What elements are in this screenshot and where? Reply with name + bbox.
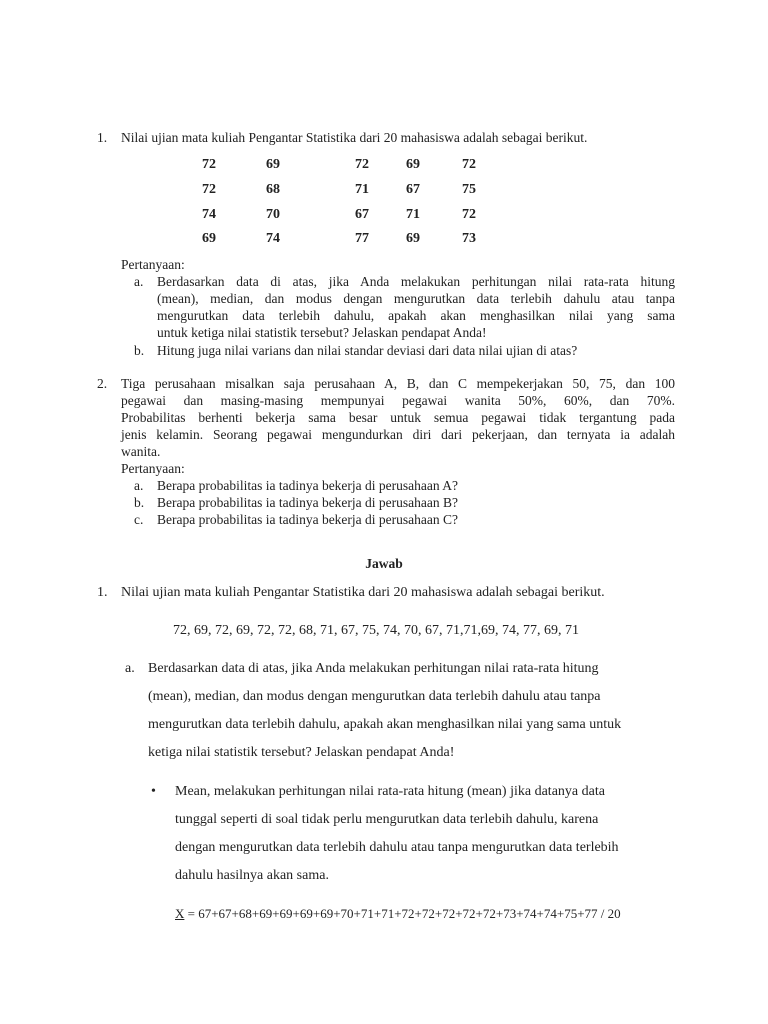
table-cell: 74 [202,207,216,222]
q1-text: Nilai ujian mata kuliah Pengantar Statistika dari 20 mahasiswa adalah sebagai berikut. [121,130,588,145]
q2-c-marker: c. [134,512,144,527]
jawab-1-text: Nilai ujian mata kuliah Pengantar Statistika dari 20 mahasiswa adalah sebagai berikut. [121,585,605,600]
text-line: jenis kelamin. Seorang pegawai mengundurkan diri dari pekerjaan, dan ternyata ia adalah [121,427,675,442]
q2-a-text: Berapa probabilitas ia tadinya bekerja di perusahaan A? [157,478,459,493]
q1-b-text: Hitung juga nilai varians dan nilai standar deviasi dari data nilai ujian di atas? [157,343,578,358]
text-line: Mean, melakukan perhitungan nilai rata-rata hitung (mean) jika datanya data [175,784,605,799]
table-cell: 73 [462,231,476,246]
table-cell: 69 [406,231,420,246]
text-line: untuk ketiga nilai statistik tersebut? Jelaskan pendapat Anda! [157,325,487,340]
text-line: ketiga nilai statistik tersebut? Jelaskan pendapat Anda! [148,745,455,760]
table-cell: 72 [462,157,476,172]
text-line: Probabilitas berhenti bekerja sama besar untuk semua pegawai tidak tergantung pada [121,410,675,425]
mean-symbol: X [175,906,185,921]
text-line: pegawai dan masing-masing mempunyai pegawai wanita 50%, 60%, dan 70%. [121,393,675,408]
table-cell: 72 [202,182,216,197]
q2-a-marker: a. [134,478,144,493]
mean-formula [175,905,621,922]
table-cell: 69 [202,231,216,246]
text-line: mengurutkan data terlebih dahulu, apakah akan menghasilkan nilai yang sama [157,308,675,323]
q2-b-marker: b. [134,495,145,510]
table-cell: 72 [202,157,216,172]
table-cell: 69 [406,157,420,172]
jawab-a-text [148,660,673,761]
text-line: (mean), median, dan modus dengan mengurutkan data terlebih dahulu atau tanpa [148,689,601,704]
text-line: (mean), median, dan modus dengan mengurutkan data terlebih dahulu atau tanpa [157,291,675,306]
q1-number: 1. [97,130,108,145]
q2-text [121,375,675,460]
table-cell: 71 [406,207,420,222]
jawab-a-marker: a. [125,661,135,676]
jawab-mean-text [175,783,675,884]
table-cell: 68 [266,182,280,197]
jawab-title: Jawab [365,556,403,571]
q1-a-text [157,273,675,341]
text-line: Berdasarkan data di atas, jika Anda melakukan perhitungan nilai rata-rata hitung [148,661,599,676]
table-cell: 72 [462,207,476,222]
table-cell: 70 [266,207,280,222]
q2-c-text: Berapa probabilitas ia tadinya bekerja di perusahaan C? [157,512,459,527]
q1-pertanyaan-label: Pertanyaan: [121,257,185,272]
q2-number: 2. [97,376,108,391]
jawab-1-number: 1. [97,585,108,600]
table-cell: 72 [355,157,369,172]
text-line: Tiga perusahaan misalkan saja perusahaan A, B, dan C mempekerjakan 50, 75, dan 100 [121,376,675,391]
table-cell: 67 [355,207,369,222]
mean-expression: = 67+67+68+69+69+69+69+70+71+71+72+72+72+72+72+73+74+74+75+77 / 20 [184,906,621,921]
table-cell: 77 [355,231,369,246]
q1-a-marker: a. [134,274,144,289]
text-line: tunggal seperti di soal tidak perlu mengurutkan data terlebih dahulu, karena [175,812,599,827]
table-cell: 67 [406,182,420,197]
table-cell: 75 [462,182,476,197]
table-cell: 69 [266,157,280,172]
bullet-icon: • [151,784,156,799]
text-line: dahulu hasilnya akan sama. [175,868,329,883]
table-cell: 71 [355,182,369,197]
table-cell: 74 [266,231,280,246]
jawab-data-line: 72, 69, 72, 69, 72, 72, 68, 71, 67, 75, 74, 70, 67, 71,71,69, 74, 77, 69, 71 [173,623,579,638]
text-line: dengan mengurutkan data terlebih dahulu atau tanpa mengurutkan data terlebih [175,840,619,855]
q1-b-marker: b. [134,343,145,358]
text-line: Berdasarkan data di atas, jika Anda melakukan perhitungan nilai rata-rata hitung [157,274,675,289]
text-line: wanita. [121,444,161,459]
q2-b-text: Berapa probabilitas ia tadinya bekerja di perusahaan B? [157,495,459,510]
q2-pertanyaan-label: Pertanyaan: [121,461,185,476]
text-line: mengurutkan data terlebih dahulu, apakah akan menghasilkan nilai yang sama untuk [148,717,622,732]
